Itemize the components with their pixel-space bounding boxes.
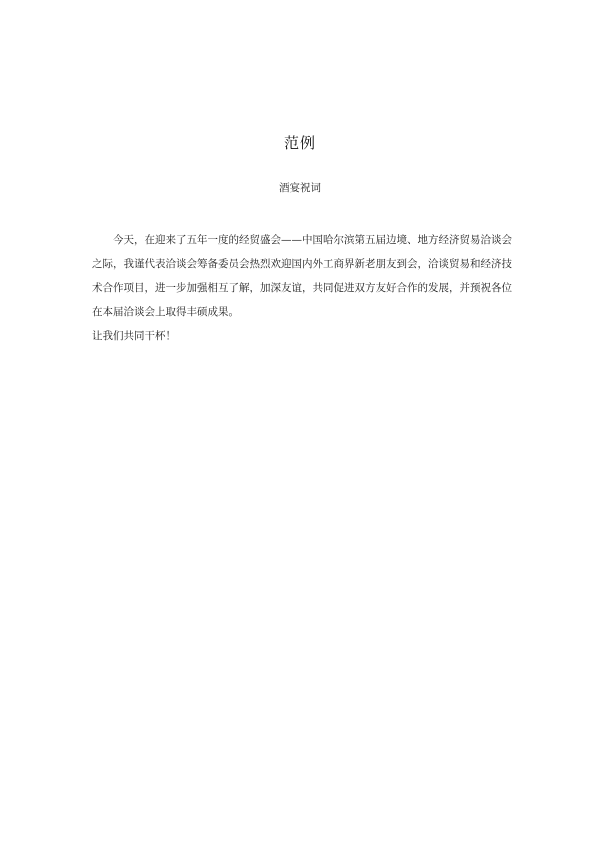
- document-title: 范例: [283, 134, 316, 152]
- closing-line: 让我们共同干杯！: [92, 330, 176, 342]
- body-paragraph: 今天，在迎来了五年一度的经贸盛会——中国哈尔滨第五届边境、地方经济贸易洽谈会之际，我谨代表洽谈会筹备委员会热烈欢迎国内外工商界新老朋友到会，洽谈贸易和经济技术合作项目，进一步加强相互了解，加深友谊，共同促进双方友好合作的发展，并预祝各位在本届洽谈会上取得丰硕成果。: [92, 234, 512, 318]
- document-body: [92, 228, 512, 348]
- document-subtitle: 酒宴祝词: [279, 182, 321, 194]
